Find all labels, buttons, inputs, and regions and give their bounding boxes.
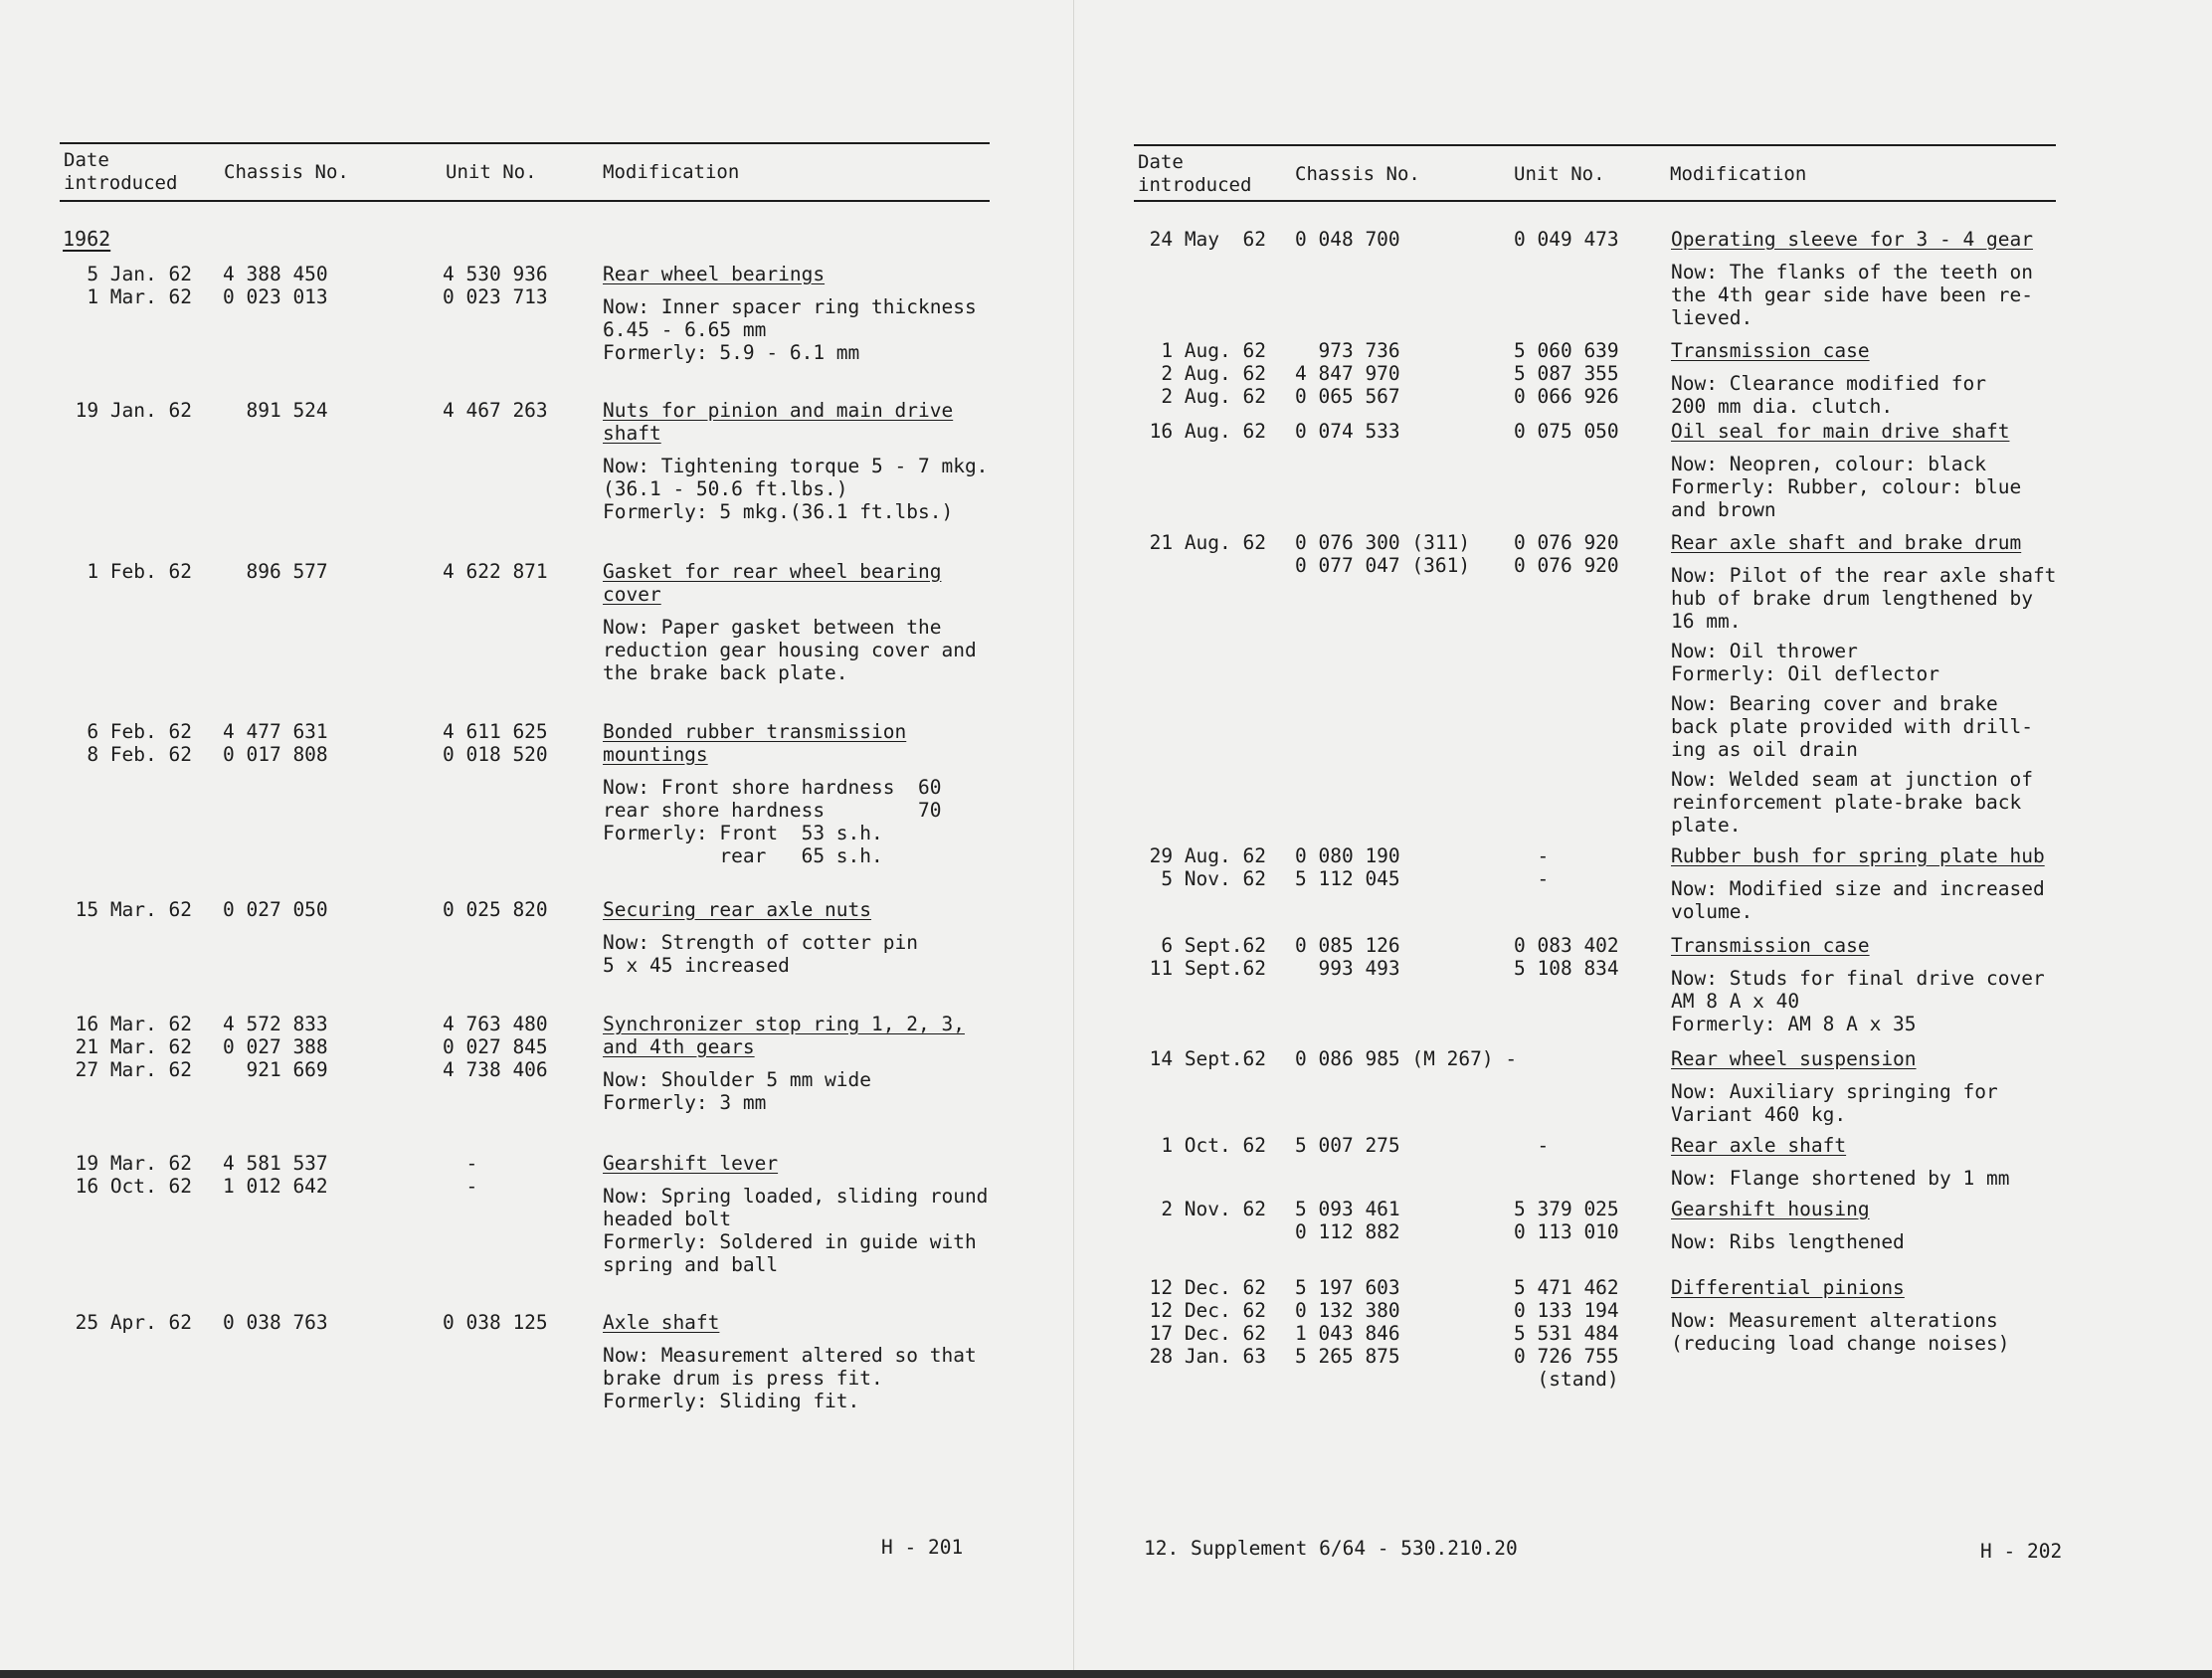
chassis-number: 0 085 126 xyxy=(1295,934,1400,957)
chassis-number: 921 669 xyxy=(223,1058,328,1081)
modification-detail-line: Now: Measurement alterations xyxy=(1671,1309,1998,1332)
modification-detail-line: Formerly: Oil deflector xyxy=(1671,662,1940,685)
unit-cell xyxy=(443,1311,548,1334)
unit-number: 5 531 484 xyxy=(1514,1322,1619,1345)
modification-detail-line: Now: Clearance modified for xyxy=(1671,372,1986,395)
modification-title-line: Nuts for pinion and main drive xyxy=(603,399,954,422)
modification-detail-line: Now: Front shore hardness 60 xyxy=(603,776,942,799)
unit-number: 5 087 355 xyxy=(1514,362,1619,385)
modification-detail-line: Now: Shoulder 5 mm wide xyxy=(603,1068,872,1091)
modification-cell xyxy=(603,263,977,371)
chassis-cell xyxy=(1295,1276,1400,1368)
chassis-cell xyxy=(1295,339,1400,408)
unit-cell xyxy=(1514,844,1549,890)
chassis-number: 0 132 380 xyxy=(1295,1299,1400,1322)
chassis-number: 0 086 985 (M 267) - xyxy=(1295,1047,1518,1070)
date-cell xyxy=(1134,1134,1266,1157)
unit-number: 4 738 406 xyxy=(443,1058,548,1081)
modification-detail-line: rear shore hardness 70 xyxy=(603,799,942,822)
modification-cell xyxy=(1671,339,1986,425)
unit-number: (stand) xyxy=(1514,1368,1619,1391)
date-cell xyxy=(1134,228,1266,251)
chassis-cell xyxy=(1295,844,1400,890)
date-cell xyxy=(1134,1047,1266,1070)
modification-cell xyxy=(1671,1198,1905,1260)
chassis-number: 0 027 050 xyxy=(223,898,328,921)
modification-cell xyxy=(1671,531,2056,843)
modification-cell xyxy=(603,1152,988,1283)
chassis-number: 4 581 537 xyxy=(223,1152,328,1175)
modification-detail xyxy=(1671,768,2056,837)
date-cell xyxy=(1134,1198,1266,1220)
modification-title-line: Bonded rubber transmission xyxy=(603,720,907,743)
modification-detail xyxy=(603,1344,977,1412)
modification-detail-line: Now: Bearing cover and brake xyxy=(1671,692,1998,715)
modification-detail-line: and brown xyxy=(1671,498,1776,521)
modification-detail-line: Now: Pilot of the rear axle shaft xyxy=(1671,564,2057,587)
chassis-number: 891 524 xyxy=(223,399,328,422)
date-cell xyxy=(1134,420,1266,443)
date-cell xyxy=(62,399,192,422)
header-date: Date introduced xyxy=(1138,151,1252,196)
modification-cell xyxy=(603,399,988,530)
modification-detail-line: Now: Paper gasket between the xyxy=(603,616,942,639)
unit-cell xyxy=(1514,1198,1619,1243)
chassis-cell xyxy=(223,720,328,766)
unit-cell xyxy=(1514,531,1619,577)
modification-detail-line: lieved. xyxy=(1671,306,1753,329)
chassis-cell xyxy=(1295,228,1400,251)
unit-number: - xyxy=(1514,844,1550,867)
modification-title xyxy=(603,263,977,285)
date-value: 12 Dec. 62 xyxy=(1149,1299,1266,1322)
modification-cell xyxy=(1671,1047,1998,1133)
chassis-number: 4 477 631 xyxy=(223,720,328,743)
modification-detail-line: plate. xyxy=(1671,814,1742,837)
date-cell xyxy=(62,1311,192,1334)
unit-cell xyxy=(443,1152,477,1198)
modification-title xyxy=(1671,1047,1998,1070)
date-cell xyxy=(1134,934,1266,980)
date-value: 2 Aug. 62 xyxy=(1161,385,1266,408)
modification-title-line: Axle shaft xyxy=(603,1311,720,1334)
chassis-number: 0 112 882 xyxy=(1295,1220,1400,1243)
modification-title xyxy=(603,1013,965,1058)
date-value: 2 Nov. 62 xyxy=(1161,1198,1266,1220)
date-cell xyxy=(1134,1276,1266,1368)
unit-number: 0 023 713 xyxy=(443,285,548,308)
modification-title xyxy=(1671,1276,2009,1299)
modification-detail-line: 200 mm dia. clutch. xyxy=(1671,395,1894,418)
unit-number: 0 113 010 xyxy=(1514,1220,1619,1243)
modification-title xyxy=(1671,531,2056,554)
modification-title xyxy=(603,898,918,921)
modification-detail-line: Formerly: Sliding fit. xyxy=(603,1390,860,1412)
modification-cell xyxy=(603,720,941,874)
modification-detail xyxy=(1671,261,2033,329)
chassis-number: 1 043 846 xyxy=(1295,1322,1400,1345)
header-unit: Unit No. xyxy=(446,161,537,183)
chassis-number: 1 012 642 xyxy=(223,1175,328,1198)
unit-number: 0 025 820 xyxy=(443,898,548,921)
chassis-number: 5 265 875 xyxy=(1295,1345,1400,1368)
modification-cell xyxy=(603,560,977,691)
unit-number: 0 726 755 xyxy=(1514,1345,1619,1368)
modification-detail xyxy=(1671,372,1986,418)
date-cell xyxy=(1134,339,1266,408)
chassis-cell xyxy=(223,1152,328,1198)
modification-title xyxy=(603,399,988,445)
header-top-rule xyxy=(1134,144,2056,146)
date-cell xyxy=(62,1013,192,1081)
date-value: 17 Dec. 62 xyxy=(1149,1322,1266,1345)
chassis-number: 0 077 047 (361) xyxy=(1295,554,1471,577)
modification-detail-line: 16 mm. xyxy=(1671,610,1742,633)
chassis-number: 0 038 763 xyxy=(223,1311,328,1334)
unit-number: - xyxy=(443,1175,478,1198)
modification-title-line: Transmission case xyxy=(1671,339,1870,362)
header-chassis: Chassis No. xyxy=(224,161,349,183)
modification-detail-line: Now: Spring loaded, sliding round xyxy=(603,1185,989,1208)
modification-detail-line: Formerly: 5 mkg.(36.1 ft.lbs.) xyxy=(603,500,954,523)
date-value: 19 Jan. 62 xyxy=(75,399,192,422)
modification-cell xyxy=(603,1013,965,1121)
modification-title-line: Gearshift housing xyxy=(1671,1198,1870,1220)
date-value: 29 Aug. 62 xyxy=(1149,844,1266,867)
modification-detail-line: Now: Modified size and increased xyxy=(1671,877,2045,900)
modification-detail-line: Formerly: AM 8 A x 35 xyxy=(1671,1013,1917,1035)
modification-cell xyxy=(603,1311,977,1419)
chassis-number: 5 007 275 xyxy=(1295,1134,1400,1157)
modification-detail-line: (reducing load change noises) xyxy=(1671,1332,2010,1355)
chassis-number: 0 065 567 xyxy=(1295,385,1400,408)
unit-number: 5 379 025 xyxy=(1514,1198,1619,1220)
unit-number: 0 049 473 xyxy=(1514,228,1619,251)
header-unit: Unit No. xyxy=(1514,163,1605,185)
date-value: 5 Jan. 62 xyxy=(87,263,192,285)
unit-number: 4 763 480 xyxy=(443,1013,548,1035)
modification-detail xyxy=(603,295,977,364)
modification-title-line: Securing rear axle nuts xyxy=(603,898,872,921)
modification-detail-line: headed bolt xyxy=(603,1208,732,1230)
modification-detail-line: Now: Tightening torque 5 - 7 mkg. xyxy=(603,455,989,477)
date-value: 1 Oct. 62 xyxy=(1161,1134,1266,1157)
modification-detail-line: the 4th gear side have been re- xyxy=(1671,283,2033,306)
modification-title xyxy=(1671,934,2045,957)
modification-title xyxy=(1671,228,2033,251)
unit-number: 4 622 871 xyxy=(443,560,548,583)
modification-detail xyxy=(1671,453,2021,521)
modification-title-line: and 4th gears xyxy=(603,1035,755,1058)
chassis-number: 5 197 603 xyxy=(1295,1276,1400,1299)
modification-detail xyxy=(1671,692,2056,761)
modification-detail-line: Now: Flange shortened by 1 mm xyxy=(1671,1167,2010,1190)
chassis-number: 0 017 808 xyxy=(223,743,328,766)
date-value: 21 Aug. 62 xyxy=(1149,531,1266,554)
chassis-number: 0 048 700 xyxy=(1295,228,1400,251)
date-value: 15 Mar. 62 xyxy=(75,898,192,921)
date-cell xyxy=(1134,844,1266,890)
chassis-cell xyxy=(223,560,328,583)
modification-cell xyxy=(1671,1276,2009,1362)
modification-detail-line: Now: Ribs lengthened xyxy=(1671,1230,1905,1253)
modification-title-line: Synchronizer stop ring 1, 2, 3, xyxy=(603,1013,965,1035)
header-bottom-rule xyxy=(60,200,990,202)
chassis-number: 0 027 388 xyxy=(223,1035,328,1058)
chassis-cell xyxy=(1295,531,1470,577)
scan-edge xyxy=(0,1670,2212,1678)
chassis-number: 896 577 xyxy=(223,560,328,583)
modification-detail-line: reduction gear housing cover and xyxy=(603,639,977,661)
modification-title xyxy=(1671,1134,2009,1157)
modification-detail xyxy=(1671,1080,1998,1126)
modification-title-line: Rear axle shaft xyxy=(1671,1134,1847,1157)
modification-detail-line: Formerly: Front 53 s.h. xyxy=(603,822,883,844)
modification-detail xyxy=(603,776,941,867)
chassis-number: 973 736 xyxy=(1295,339,1400,362)
unit-number: 5 471 462 xyxy=(1514,1276,1619,1299)
unit-number: - xyxy=(443,1152,478,1175)
unit-cell xyxy=(443,720,548,766)
modification-title-line: Oil seal for main drive shaft xyxy=(1671,420,2010,443)
chassis-number: 993 493 xyxy=(1295,957,1400,980)
unit-number: 5 108 834 xyxy=(1514,957,1619,980)
modification-detail xyxy=(603,455,988,523)
modification-detail-line: Formerly: 3 mm xyxy=(603,1091,767,1114)
date-value: 6 Feb. 62 xyxy=(87,720,192,743)
unit-cell xyxy=(1514,934,1619,980)
modification-detail-line: the brake back plate. xyxy=(603,661,848,684)
chassis-cell xyxy=(223,263,328,308)
modification-title-line: Operating sleeve for 3 - 4 gear xyxy=(1671,228,2033,251)
modification-title-line: Rear axle shaft and brake drum xyxy=(1671,531,2022,554)
modification-title xyxy=(1671,420,2021,443)
modification-title xyxy=(603,1311,977,1334)
page-h-202 xyxy=(1074,0,2212,1678)
page-number: H - 202 xyxy=(1980,1540,2063,1563)
date-value: 12 Dec. 62 xyxy=(1149,1276,1266,1299)
modification-title-line: mountings xyxy=(603,743,708,766)
chassis-number: 5 112 045 xyxy=(1295,867,1400,890)
modification-detail-line: Formerly: 5.9 - 6.1 mm xyxy=(603,341,860,364)
modification-title xyxy=(1671,1198,1905,1220)
date-value: 24 May 62 xyxy=(1149,228,1266,251)
date-cell xyxy=(62,898,192,921)
date-value: 14 Sept.62 xyxy=(1149,1047,1266,1070)
date-value: 27 Mar. 62 xyxy=(75,1058,192,1081)
date-value: 5 Nov. 62 xyxy=(1161,867,1266,890)
modification-title xyxy=(603,720,941,766)
modification-detail-line: hub of brake drum lengthened by xyxy=(1671,587,2033,610)
modification-detail xyxy=(1671,640,2056,685)
modification-detail-line: Now: Studs for final drive cover xyxy=(1671,967,2045,990)
modification-detail-line: Formerly: Rubber, colour: blue xyxy=(1671,475,2022,498)
modification-title-line: Differential pinions xyxy=(1671,1276,1905,1299)
modification-title-line: Rubber bush for spring plate hub xyxy=(1671,844,2045,867)
modification-cell xyxy=(1671,934,2045,1042)
modification-detail xyxy=(603,1068,965,1114)
chassis-cell xyxy=(1295,934,1400,980)
modification-title xyxy=(603,1152,988,1175)
supplement-label: 12. Supplement 6/64 - 530.210.20 xyxy=(1144,1537,1518,1560)
unit-number: 0 076 920 xyxy=(1514,554,1619,577)
date-value: 28 Jan. 63 xyxy=(1149,1345,1266,1368)
modification-detail-line: Now: Inner spacer ring thickness xyxy=(603,295,977,318)
modification-detail-line: spring and ball xyxy=(603,1253,779,1276)
modification-detail xyxy=(1671,1230,1905,1253)
unit-cell xyxy=(1514,1276,1619,1391)
modification-title-line: cover xyxy=(603,583,661,606)
unit-cell xyxy=(1514,420,1619,443)
modification-title-line: Gasket for rear wheel bearing xyxy=(603,560,942,583)
date-value: 16 Aug. 62 xyxy=(1149,420,1266,443)
unit-cell xyxy=(1514,1134,1549,1157)
year-heading: 1962 xyxy=(63,227,111,251)
modification-title xyxy=(603,560,977,606)
unit-number: - xyxy=(1514,1134,1550,1157)
modification-title-line: Rear wheel suspension xyxy=(1671,1047,1917,1070)
date-value: 25 Apr. 62 xyxy=(75,1311,192,1334)
modification-detail-line: Now: Measurement altered so that xyxy=(603,1344,977,1367)
modification-detail-line: volume. xyxy=(1671,900,1753,923)
modification-detail xyxy=(603,616,977,684)
modification-detail xyxy=(1671,564,2056,633)
modification-detail-line: Now: Oil thrower xyxy=(1671,640,1858,662)
header-top-rule xyxy=(60,142,990,144)
modification-detail xyxy=(603,931,918,977)
unit-number: - xyxy=(1514,867,1550,890)
date-value: 1 Mar. 62 xyxy=(87,285,192,308)
modification-detail-line: Now: Auxiliary springing for xyxy=(1671,1080,1998,1103)
modification-detail-line: back plate provided with drill- xyxy=(1671,715,2033,738)
chassis-cell xyxy=(1295,420,1400,443)
chassis-cell xyxy=(223,399,328,422)
date-cell xyxy=(62,720,192,766)
header-modification: Modification xyxy=(1670,163,1807,185)
unit-number: 4 530 936 xyxy=(443,263,548,285)
date-cell xyxy=(62,560,192,583)
unit-number: 4 611 625 xyxy=(443,720,548,743)
date-value: 16 Oct. 62 xyxy=(75,1175,192,1198)
modification-detail xyxy=(1671,1167,2009,1190)
unit-number: 0 027 845 xyxy=(443,1035,548,1058)
unit-number: 0 038 125 xyxy=(443,1311,548,1334)
unit-cell xyxy=(1514,339,1619,408)
unit-number: 0 075 050 xyxy=(1514,420,1619,443)
modification-cell xyxy=(1671,420,2021,528)
date-cell xyxy=(62,1152,192,1198)
header-bottom-rule xyxy=(1134,200,2056,202)
modification-title xyxy=(1671,339,1986,362)
unit-number: 0 066 926 xyxy=(1514,385,1619,408)
modification-detail-line: 6.45 - 6.65 mm xyxy=(603,318,767,341)
modification-detail-line: reinforcement plate-brake back xyxy=(1671,791,2022,814)
date-value: 21 Mar. 62 xyxy=(75,1035,192,1058)
chassis-cell xyxy=(1295,1134,1400,1157)
unit-cell xyxy=(443,399,548,422)
header-date: Date introduced xyxy=(64,149,178,194)
unit-number: 0 018 520 xyxy=(443,743,548,766)
date-value: 1 Feb. 62 xyxy=(87,560,192,583)
modification-detail-line: (36.1 - 50.6 ft.lbs.) xyxy=(603,477,848,500)
modification-detail-line: Formerly: Soldered in guide with xyxy=(603,1230,977,1253)
header-chassis: Chassis No. xyxy=(1295,163,1420,185)
modification-detail-line: Now: Strength of cotter pin xyxy=(603,931,918,954)
modification-detail-line: brake drum is press fit. xyxy=(603,1367,883,1390)
unit-number: 0 133 194 xyxy=(1514,1299,1619,1322)
modification-cell xyxy=(1671,1134,2009,1197)
modification-cell xyxy=(1671,228,2033,336)
unit-number: 0 076 920 xyxy=(1514,531,1619,554)
date-cell xyxy=(62,263,192,308)
modification-detail xyxy=(1671,877,2045,923)
modification-detail-line: Now: The flanks of the teeth on xyxy=(1671,261,2033,283)
chassis-number: 0 023 013 xyxy=(223,285,328,308)
page-number: H - 201 xyxy=(881,1536,964,1559)
unit-cell xyxy=(1514,228,1619,251)
unit-cell xyxy=(443,560,548,583)
chassis-number: 5 093 461 xyxy=(1295,1198,1400,1220)
chassis-cell xyxy=(1295,1198,1400,1243)
unit-number: 4 467 263 xyxy=(443,399,548,422)
modification-title xyxy=(1671,844,2045,867)
unit-cell xyxy=(443,1013,548,1081)
page-h-201 xyxy=(0,0,1074,1678)
unit-cell xyxy=(443,263,548,308)
chassis-number: 0 074 533 xyxy=(1295,420,1400,443)
date-value: 8 Feb. 62 xyxy=(87,743,192,766)
modification-detail-line: ing as oil drain xyxy=(1671,738,1858,761)
chassis-cell xyxy=(1295,1047,1517,1070)
chassis-number: 0 076 300 (311) xyxy=(1295,531,1471,554)
modification-detail-line: AM 8 A x 40 xyxy=(1671,990,1800,1013)
chassis-number: 4 388 450 xyxy=(223,263,328,285)
modification-detail xyxy=(603,1185,988,1276)
modification-detail-line: Now: Welded seam at junction of xyxy=(1671,768,2033,791)
date-value: 19 Mar. 62 xyxy=(75,1152,192,1175)
modification-title-line: Gearshift lever xyxy=(603,1152,779,1175)
modification-cell xyxy=(603,898,918,984)
modification-detail-line: rear 65 s.h. xyxy=(603,844,883,867)
unit-number: 0 083 402 xyxy=(1514,934,1619,957)
chassis-number: 4 572 833 xyxy=(223,1013,328,1035)
modification-cell xyxy=(1671,844,2045,930)
modification-detail xyxy=(1671,1309,2009,1355)
header-modification: Modification xyxy=(603,161,740,183)
chassis-number: 0 080 190 xyxy=(1295,844,1400,867)
date-value: 6 Sept.62 xyxy=(1161,934,1266,957)
modification-detail xyxy=(1671,967,2045,1035)
unit-number: 5 060 639 xyxy=(1514,339,1619,362)
modification-detail-line: Now: Neopren, colour: black xyxy=(1671,453,1986,475)
modification-title-line: shaft xyxy=(603,422,661,445)
modification-detail-line: 5 x 45 increased xyxy=(603,954,790,977)
chassis-cell xyxy=(223,1013,328,1081)
chassis-cell xyxy=(223,898,328,921)
date-value: 1 Aug. 62 xyxy=(1161,339,1266,362)
date-cell xyxy=(1134,531,1266,554)
date-value: 11 Sept.62 xyxy=(1149,957,1266,980)
chassis-cell xyxy=(223,1311,328,1334)
modification-title-line: Rear wheel bearings xyxy=(603,263,826,285)
modification-title-line: Transmission case xyxy=(1671,934,1870,957)
date-value: 16 Mar. 62 xyxy=(75,1013,192,1035)
date-value: 2 Aug. 62 xyxy=(1161,362,1266,385)
modification-detail-line: Variant 460 kg. xyxy=(1671,1103,1847,1126)
unit-cell xyxy=(443,898,548,921)
chassis-number: 4 847 970 xyxy=(1295,362,1400,385)
